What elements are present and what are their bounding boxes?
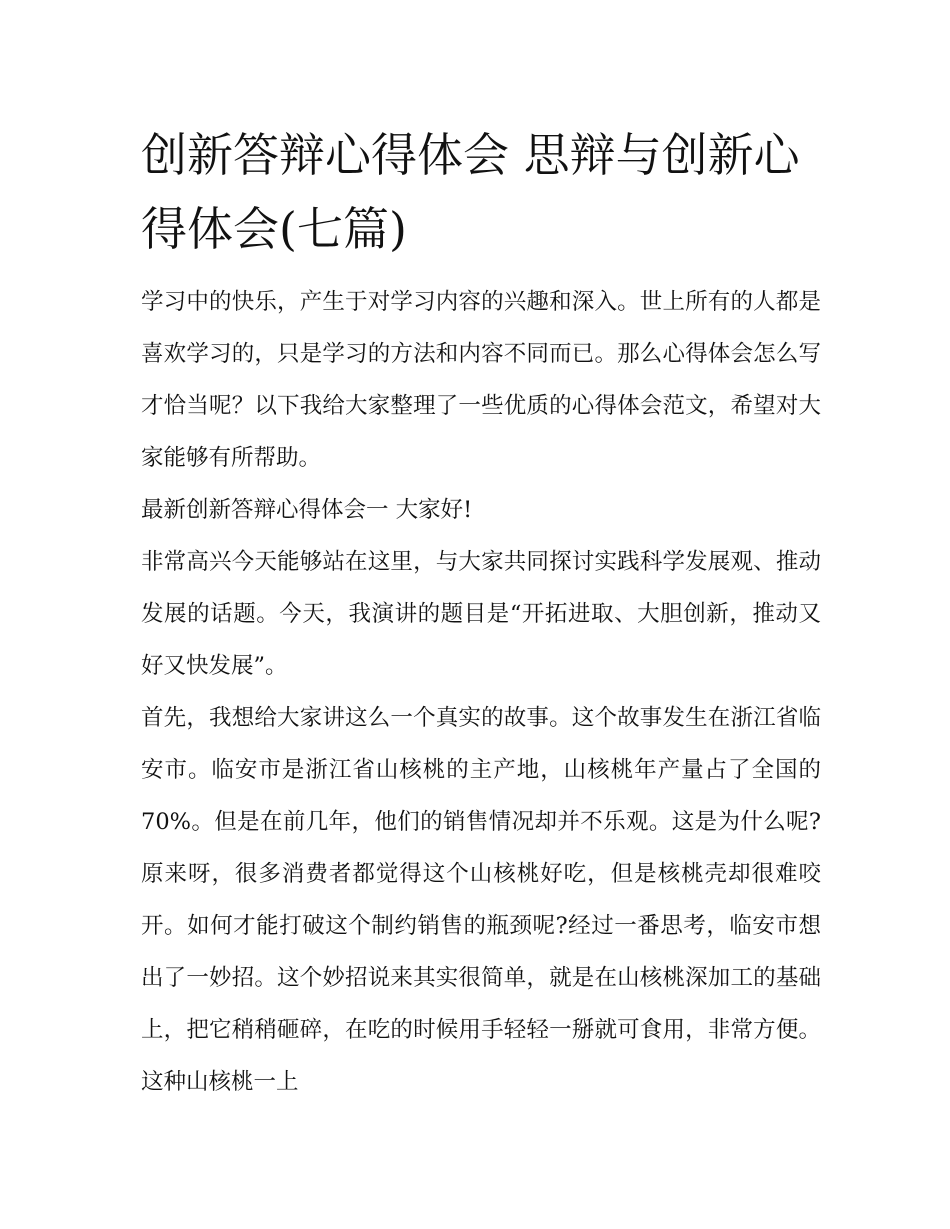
- page-title: 创新答辩心得体会 思辩与创新心得体会(七篇): [141, 128, 800, 256]
- story-paragraph: 首先，我想给大家讲这么一个真实的故事。这个故事发生在浙江省临安市。临安市是浙江省山核桃的主产地，山核桃年产量占了全国的70%。但是在前几年，他们的销售情况却并不乐观。这是为什么呢?原来呀，很多消费者都觉得这个山核桃好吃，但是核桃壳却很难咬开。如何才能打破这个制约销售的瓶颈呢?经过一番思考，临安市想出了一妙招。这个妙招说来其实很简单，就是在山核桃深加工的基础上，把它稍稍砸碎，在吃的时候用手轻轻一掰就可食用，非常方便。这种山核桃一上: [141, 705, 821, 1095]
- section-heading-paragraph: 最新创新答辩心得体会一 大家好!: [141, 497, 473, 523]
- intro-paragraph: 学习中的快乐，产生于对学习内容的兴趣和深入。世上所有的人都是喜欢学习的，只是学习的方法和内容不同而已。那么心得体会怎么写才恰当呢？以下我给大家整理了一些优质的心得体会范文，希望对大家能够有所帮助。: [141, 289, 821, 471]
- body-paragraph: 非常高兴今天能够站在这里，与大家共同探讨实践科学发展观、推动发展的话题。今天，我演讲的题目是“开拓进取、大胆创新，推动又好又快发展”。: [141, 549, 821, 679]
- document-body: [141, 118, 821, 1108]
